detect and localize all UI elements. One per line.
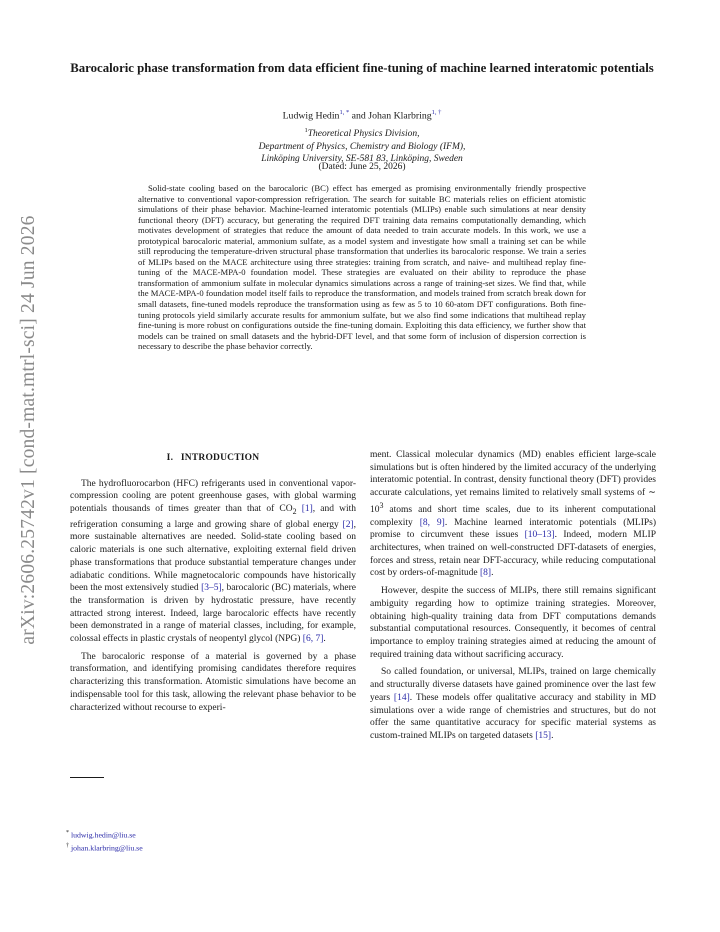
paragraph — [370, 666, 656, 742]
superscript: 3 — [379, 500, 384, 510]
email-link[interactable]: johan.klarbring@liu.se — [70, 843, 143, 853]
affiliation-block — [70, 125, 654, 165]
dated-line: (Dated: June 25, 2026) — [318, 162, 406, 172]
citation-link[interactable]: [8, 9] — [419, 517, 445, 528]
citation-link[interactable]: [3–5] — [201, 583, 222, 594]
author-name: Ludwig Hedin — [282, 110, 340, 122]
affiliation-mark: 1 — [304, 127, 308, 134]
citation-link[interactable]: [15] — [535, 730, 552, 741]
citation-link[interactable]: [8] — [480, 568, 492, 579]
subscript: 2 — [292, 507, 297, 516]
left-column — [70, 452, 356, 719]
right-column — [370, 449, 656, 748]
arxiv-sidebar — [18, 195, 40, 665]
citation-link[interactable]: [1] — [301, 504, 313, 515]
paragraph — [370, 449, 656, 580]
author-name: Johan Klarbring — [368, 110, 432, 122]
text-run: . These models offer qualitative accuracy and stability in MD simulations over a wide range of chemistries and structures, but do not offer the same quantitative accuracy for specific material systems as custom-trained MLIPs on targeted datasets — [370, 692, 657, 741]
citation-link[interactable]: [6, 7] — [302, 634, 324, 645]
affiliation-line: Linköping University, SE-581 83, Linköping, Sweden — [261, 153, 463, 164]
text-run: . Machine learned interatomic potentials (MLIPs) promise to circumvent these issues — [370, 517, 656, 541]
footnote: † johan.klarbring@liu.se — [66, 842, 143, 853]
text-run: , more sustainable alternatives are needed. Solid-state cooling based on caloric materials is one such alternative, exploiting external field driven phase transformations that produce substantial temperature changes under adiabatic conditions. While magnetocaloric compounds have historically been the most extensively studied — [70, 519, 356, 594]
text-run: So called foundation, or universal, MLIPs, trained on large chemically and structurally diverse datasets have gained prominence over the last few years — [370, 667, 656, 703]
paper-title: Barocaloric phase transformation from data efficient fine-tuning of machine learned interatomic potentials — [70, 61, 654, 75]
paragraph — [370, 585, 656, 661]
text-run: . — [491, 568, 494, 579]
paragraph — [70, 651, 356, 715]
text-run: . Indeed, modern MLIP architectures, when trained on well-constructed DFT-datasets of energies, forces and stress, retain near DFT-accuracy, while reducing computational cost by orders-of-magnitude — [370, 530, 656, 579]
text-run: . — [323, 634, 326, 645]
citation-link[interactable]: [10–13] — [524, 530, 555, 541]
footnotes — [66, 828, 143, 853]
footnote: * ludwig.hedin@liu.se — [66, 830, 136, 840]
text-run: The barocaloric response of a material is governed by a phase transformation, and identifying promising candidates therefore requires characterizing this transformation. Atomistic simulations have become an indispensable tool for this task, allowing the relevant phase behavior to be characterized without recourse to experi- — [70, 651, 356, 713]
author-line — [70, 109, 654, 121]
email-link[interactable]: ludwig.hedin@liu.se — [70, 830, 136, 840]
text-run: . — [551, 730, 554, 741]
affiliation-line: Department of Physics, Chemistry and Biology (IFM), — [258, 141, 466, 152]
citation-link[interactable]: [14] — [393, 692, 410, 703]
text-run: ment. Classical molecular dynamics (MD) enables efficient large-scale simulations but is often hindered by the limited accuracy of the underlying interatomic potential. In contrast, density functional theory (DFT) provides accurate calculations, yet remains limited to relatively small systems of ∼ 10 — [370, 450, 656, 515]
affiliation-line: $^1$Theoretical Physics Division, — [304, 127, 420, 140]
paragraph — [70, 478, 356, 646]
abstract: Solid-state cooling based on the barocaloric (BC) effect has emerged as promising environmentally friendly prospective alternative to conventional vapor-compression refrigeration. The search for suitable BC materials relies on efficient atomistic simulations of their phase behavior. Machine-learned interatomic potentials (MLIPs) enable such simulations at near density functional theory (DFT) accuracy, but generating the required DFT training data remains computationally demanding, which motivates development of strategies that reduce the amount of data needed to train accurate models. In this work, we use a prototypical barocaloric material, ammonium sulfate, as a model system and investigate how small a training set can be while still reproducing the temperature-driven structural phase transformation that underlies its barocaloric response. We train a series of MLIPs based on the MACE architecture using three strategies: training from scratch, and naive- and multihead replay fine-tuning of the MACE-MPA-0 foundation model. These strategies are evaluated on their ability to reproduce the phase transformation of ammonium sulfate in molecular dynamics simulations across a range of training-set sizes. We find that, while the MACE-MPA-0 foundation model itself fails to reproduce the transformation, and models trained from scratch break down for small datasets, fine-tuned models reproduce the transformation using as few as 5 to 10 60-atom DFT configurations. Both fine-tuning protocols yield similarly accurate results for ammonium sulfate, but we also find some indications that multihead replay fine-tuning is more robust on configurations outside the fine-tuning domain. Exploiting this data efficiency, we further show that models can be trained on small datasets and the hybrid-DFT level, and that some form of inclusion of dispersion correction is necessary to describe the phase behavior correctly. — [138, 183, 586, 352]
author-footnote-link[interactable]: 1, † — [431, 109, 442, 116]
text-run: atoms and short time scales, due to its inherent computational complexity — [370, 504, 656, 528]
footnote-rule — [70, 777, 104, 778]
text-run: , and with refrigeration consuming a large and growing share of global energy — [70, 504, 357, 530]
text-run: The hydrofluorocarbon (HFC) refrigerants used in conventional vapor-compression cooling are potent greenhouse gases, with global warming potentials thousands of times greater than that of CO — [70, 478, 356, 515]
author-connector: and — [351, 110, 366, 122]
author-footnote-link[interactable]: 1, * — [339, 109, 350, 116]
arxiv-identifier: arXiv:2606.25742v1 [cond-mat.mtrl-sci] 24 Jun 2026 — [18, 215, 39, 645]
citation-link[interactable]: [2] — [342, 519, 354, 530]
text-run: However, despite the success of MLIPs, there still remains significant ambiguity regarding how to optimize training strategies. Moreover, obtaining high-quality training data from DFT computations demands substantial computational resources. Consequently, it becomes of central importance to employ training strategies aimed at reducing the amount of required training data without sacrificing accuracy. — [370, 586, 656, 660]
text-run: , barocaloric (BC) materials, where the transformation is driven by hydrostatic pressure, have recently attracted strong interest. Indeed, large barocaloric effects have recently been demonstrated in a range of material classes, including, for example, colossal effects in plastic crystals of neopentyl glycol (NPG) — [70, 583, 356, 645]
section-heading: I. INTRODUCTION — [166, 453, 260, 463]
